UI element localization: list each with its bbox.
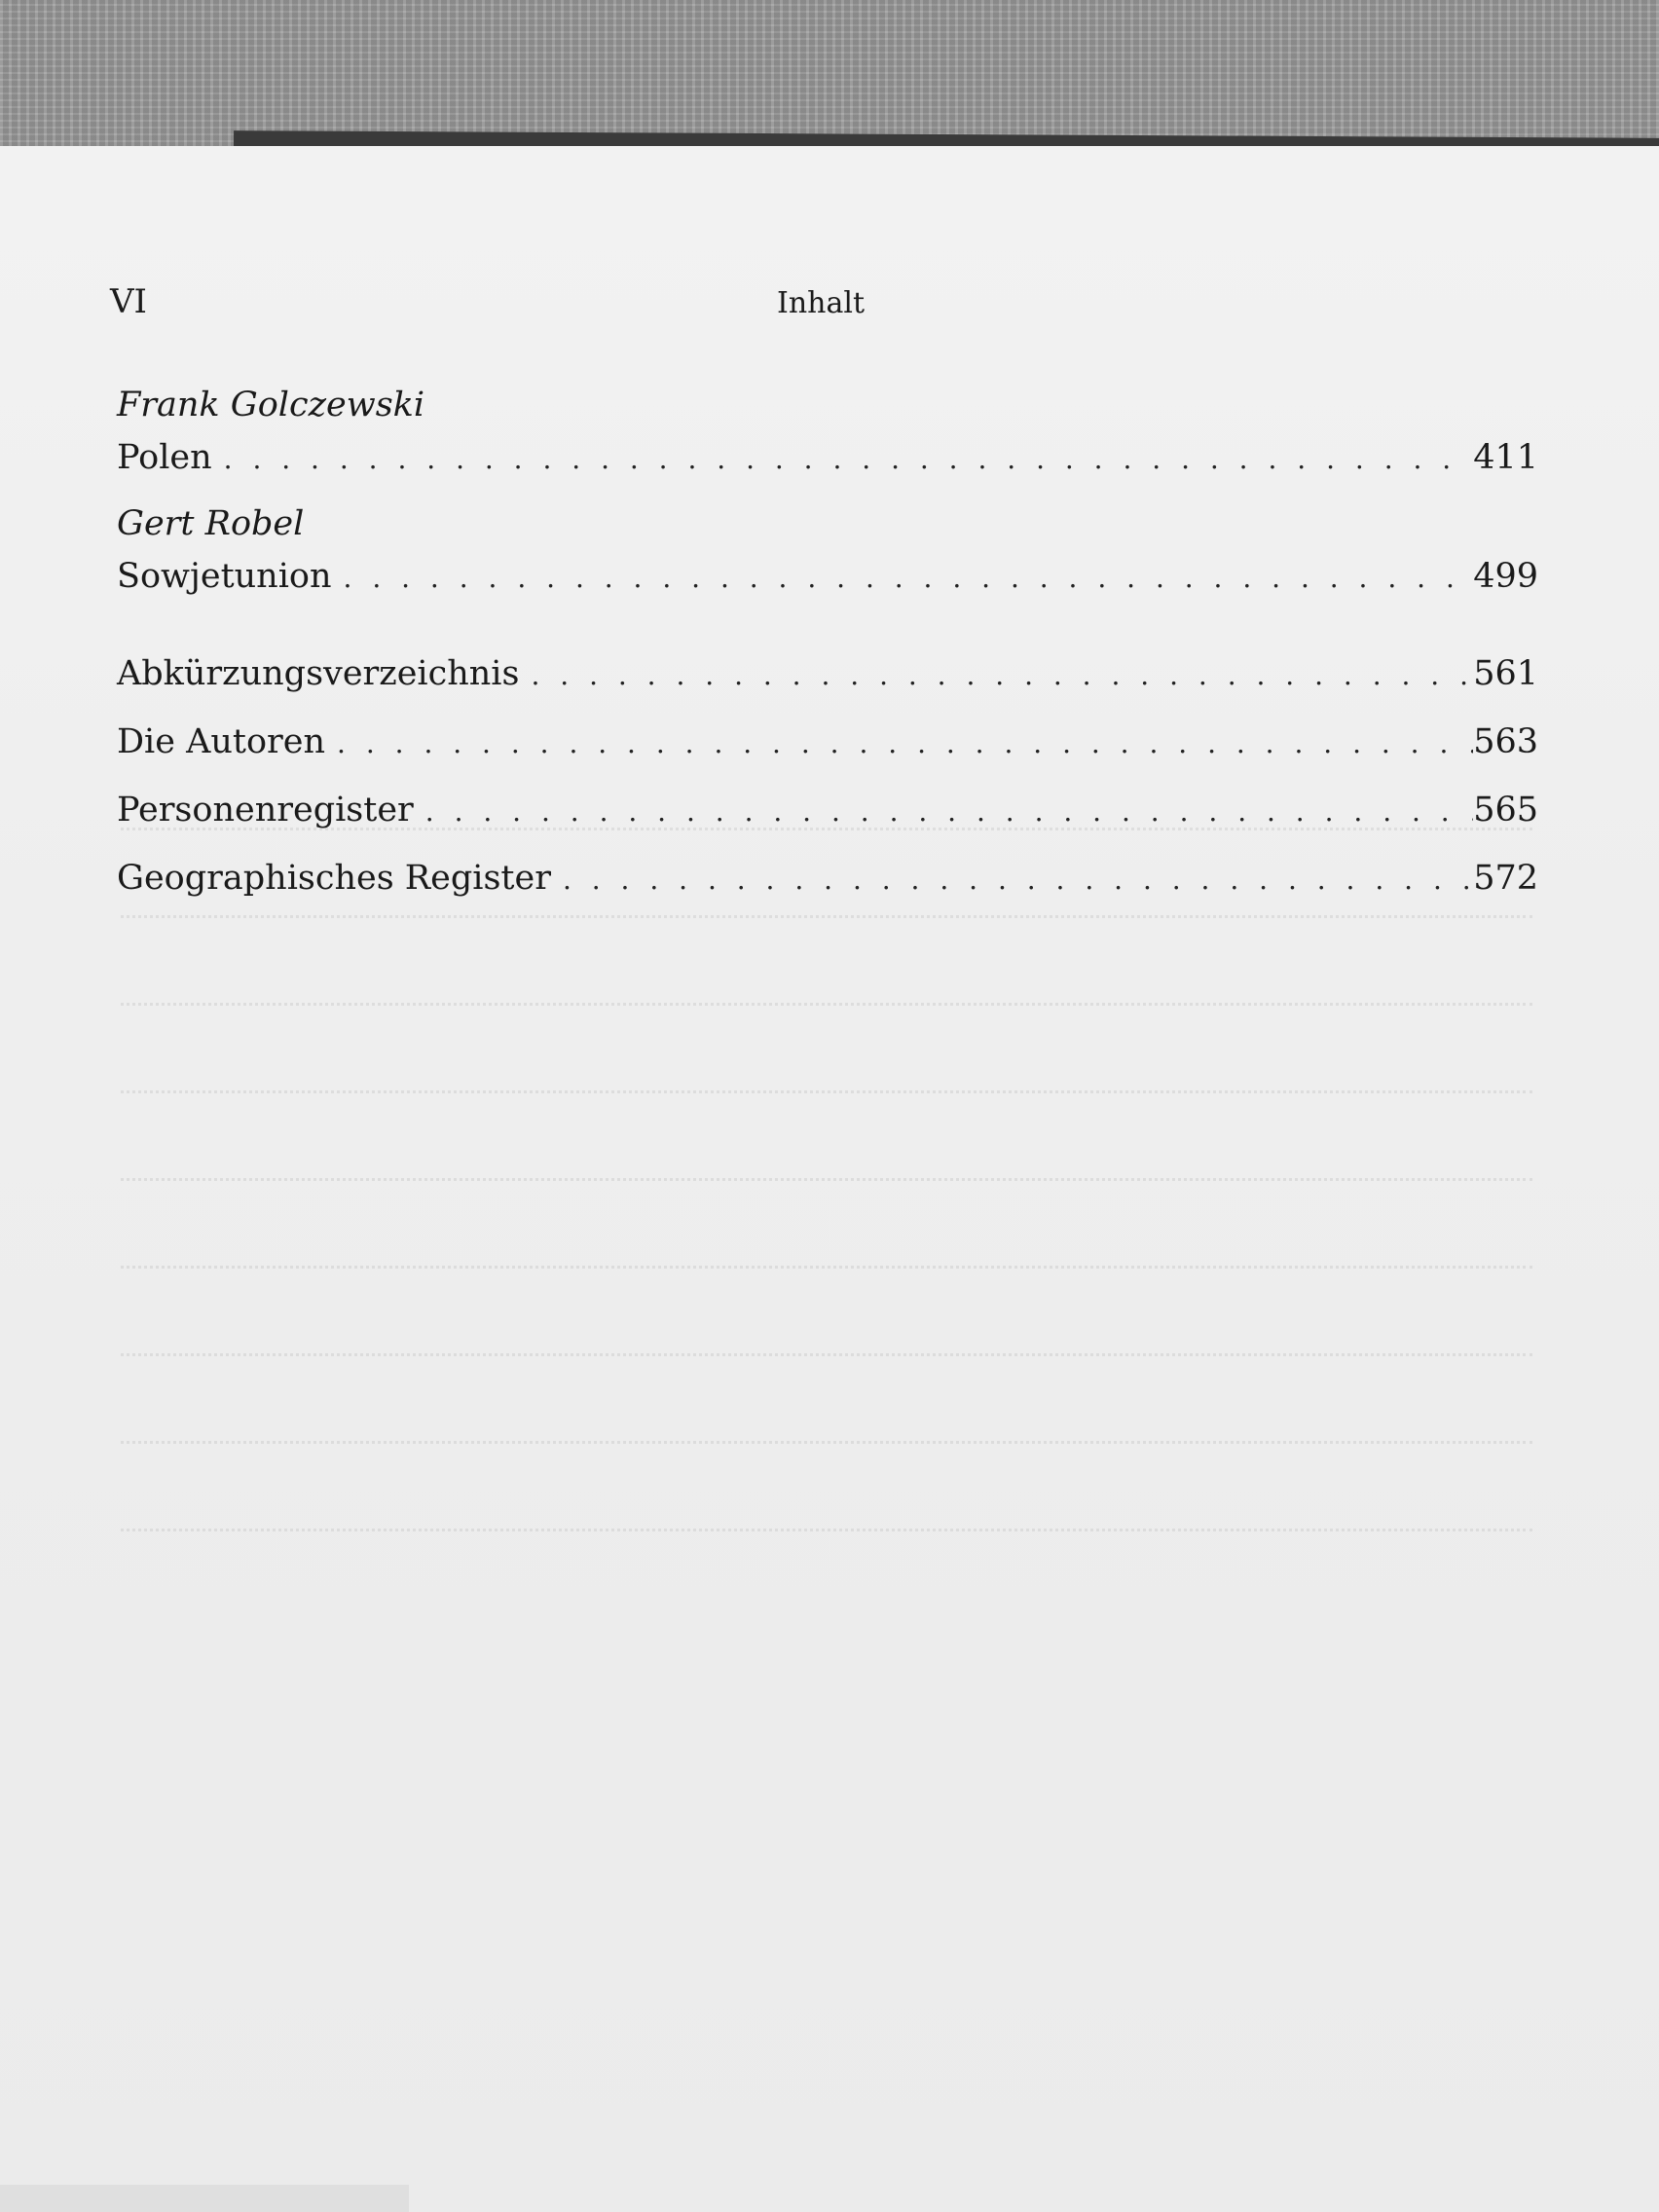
toc-title: Sowjetunion [117, 557, 332, 596]
dot-leader [337, 717, 1473, 771]
dot-leader [425, 785, 1473, 839]
dot-leader [563, 853, 1473, 907]
toc-entry [117, 498, 1538, 604]
toc-entry [117, 380, 1538, 485]
toc-title: Die Autoren [117, 722, 326, 761]
page-number-roman: VI [110, 282, 147, 321]
book-page [0, 146, 1659, 2212]
toc-author: Gert Robel [117, 504, 305, 543]
toc-line [117, 549, 1538, 604]
toc-line-back-matter [117, 715, 1538, 769]
toc-title: Personenregister [117, 791, 414, 830]
toc-page-number: 565 [1473, 791, 1538, 830]
toc-line-back-matter [117, 851, 1538, 905]
toc-title: Geographisches Register [117, 859, 551, 898]
toc-line-back-matter [117, 783, 1538, 837]
toc-line-back-matter [117, 646, 1538, 701]
toc-page-number: 572 [1473, 859, 1538, 898]
table-of-contents [117, 380, 1538, 905]
watermark-logo [0, 2185, 409, 2212]
toc-page-number: 411 [1473, 438, 1538, 477]
toc-page-number: 563 [1473, 722, 1538, 761]
toc-line [117, 430, 1538, 485]
toc-page-number: 499 [1473, 557, 1538, 596]
dot-leader [344, 551, 1474, 606]
toc-title: Abkürzungsverzeichnis [117, 654, 520, 693]
dot-leader [531, 648, 1473, 703]
running-head-title: Inhalt [777, 286, 866, 320]
toc-author: Frank Golczewski [117, 386, 425, 424]
toc-title: Polen [117, 438, 212, 477]
toc-page-number: 561 [1473, 654, 1538, 693]
dot-leader [224, 432, 1474, 487]
